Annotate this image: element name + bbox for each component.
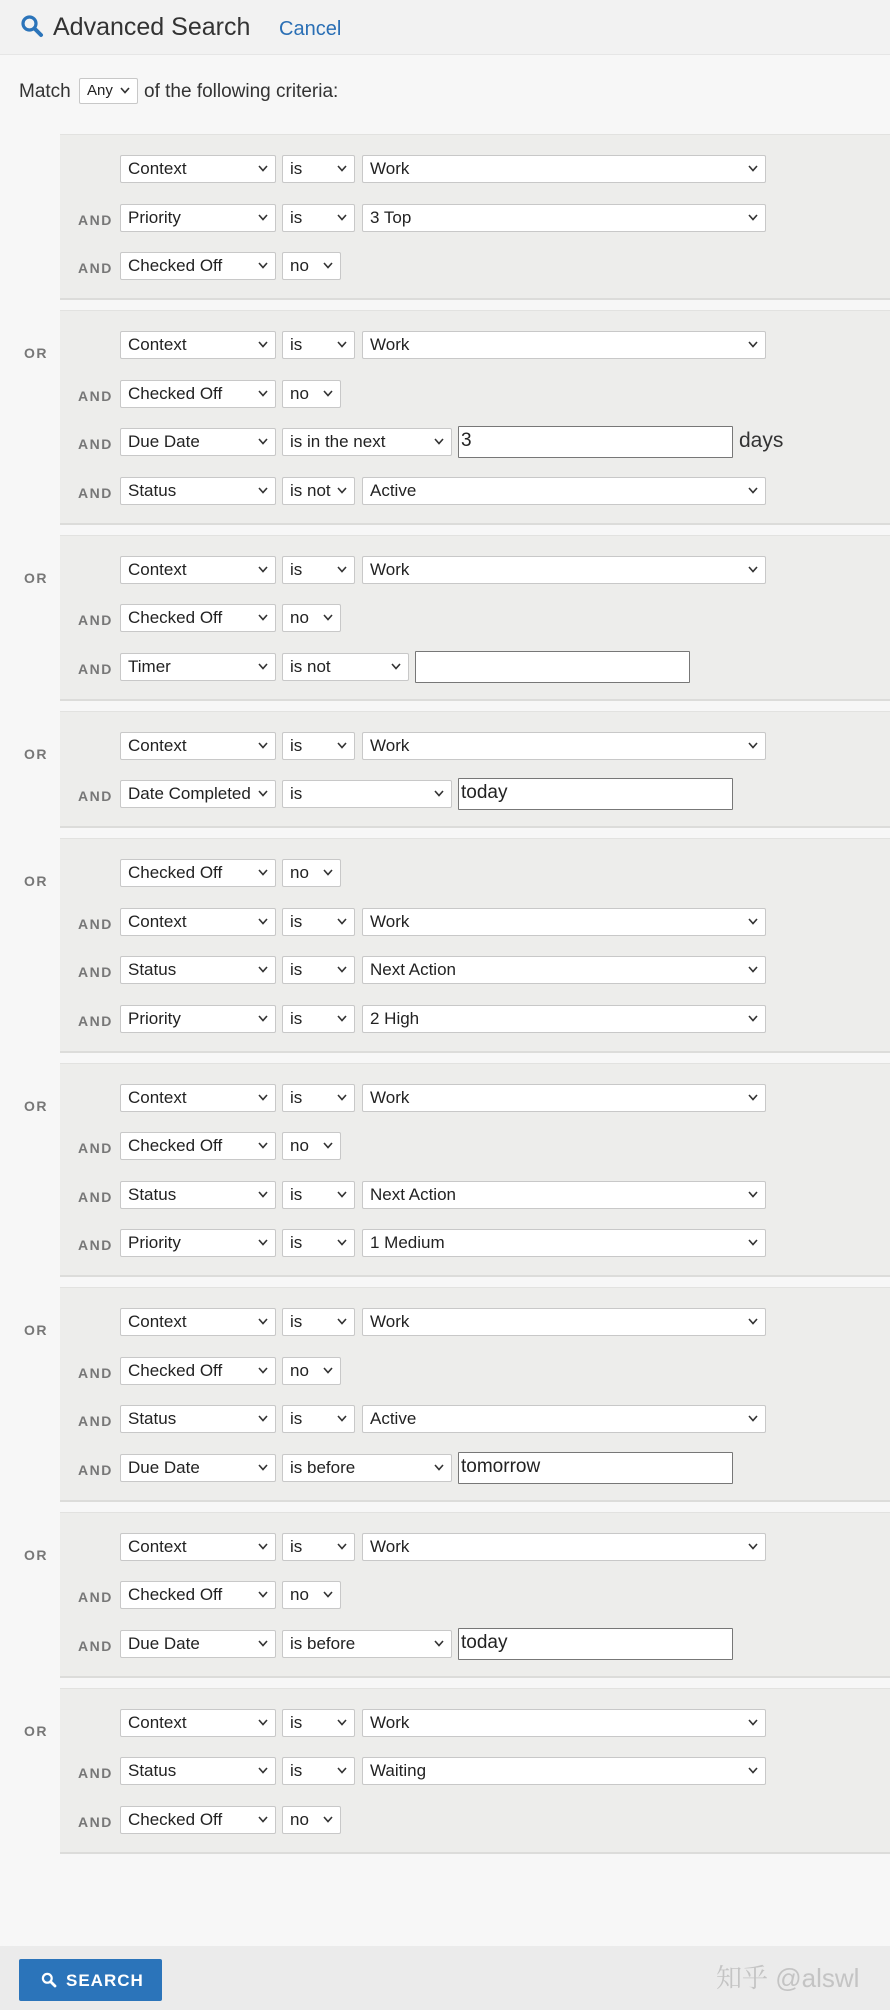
operator-select-value: is	[290, 1712, 303, 1732]
operator-select[interactable]	[282, 1308, 355, 1336]
operator-select[interactable]	[282, 908, 355, 936]
value-select[interactable]	[362, 477, 766, 505]
chevron-down-icon	[748, 1015, 758, 1022]
chevron-down-icon	[258, 790, 268, 797]
search-button[interactable]	[19, 1959, 162, 2001]
field-select[interactable]	[120, 380, 276, 408]
chevron-down-icon	[323, 1367, 333, 1374]
operator-select-value: is	[290, 559, 303, 579]
chevron-down-icon	[323, 1816, 333, 1823]
field-select-value: Context	[128, 335, 187, 354]
operator-select[interactable]	[282, 380, 341, 408]
value-select[interactable]	[362, 732, 766, 760]
field-select[interactable]	[120, 1308, 276, 1336]
field-select[interactable]	[120, 1581, 276, 1609]
field-select[interactable]	[120, 1454, 276, 1482]
chevron-down-icon	[337, 566, 347, 573]
field-select-value: Context	[128, 911, 187, 931]
and-connector: AND	[78, 1237, 113, 1253]
field-select[interactable]	[120, 1806, 276, 1834]
field-select-value: Priority	[128, 1233, 181, 1252]
chevron-down-icon	[258, 1543, 268, 1550]
chevron-down-icon	[323, 1591, 333, 1598]
chevron-down-icon	[748, 1543, 758, 1550]
value-select-value: Work	[370, 1087, 410, 1107]
field-select-value: Checked Off	[128, 383, 223, 403]
chevron-down-icon	[748, 1094, 758, 1101]
value-select-value: Work	[370, 159, 410, 178]
chevron-down-icon	[258, 1816, 268, 1823]
value-input[interactable]	[415, 651, 690, 683]
value-input[interactable]: today	[458, 1628, 733, 1660]
match-suffix: of the following criteria:	[144, 81, 339, 102]
operator-select[interactable]	[282, 1533, 355, 1561]
chevron-down-icon	[323, 390, 333, 397]
chevron-down-icon	[337, 341, 347, 348]
chevron-down-icon	[258, 1415, 268, 1422]
operator-select[interactable]	[282, 1709, 355, 1737]
chevron-down-icon	[337, 918, 347, 925]
chevron-down-icon	[258, 1767, 268, 1774]
chevron-down-icon	[748, 1415, 758, 1422]
operator-select-value: is	[290, 1233, 303, 1252]
or-connector: OR	[24, 745, 48, 762]
value-select[interactable]	[362, 1757, 766, 1785]
chevron-down-icon	[337, 487, 347, 494]
chevron-down-icon	[323, 1142, 333, 1149]
chevron-down-icon	[748, 341, 758, 348]
operator-select-value: is	[290, 911, 303, 931]
chevron-down-icon	[258, 487, 268, 494]
field-select[interactable]	[120, 1630, 276, 1658]
chevron-down-icon	[258, 1191, 268, 1198]
chevron-down-icon	[337, 1415, 347, 1422]
field-select-value: Timer	[128, 656, 171, 676]
field-select-value: Due Date	[128, 1633, 200, 1653]
value-select-value: 1 Medium	[370, 1233, 445, 1252]
operator-select-value: is	[290, 1087, 303, 1107]
field-select[interactable]	[120, 155, 276, 183]
field-select-value: Context	[128, 1312, 187, 1331]
and-connector: AND	[78, 387, 113, 404]
chevron-down-icon	[258, 869, 268, 876]
operator-select-value: no	[290, 1809, 309, 1829]
chevron-down-icon	[337, 1543, 347, 1550]
operator-select[interactable]	[282, 1229, 355, 1257]
search-button-label: SEARCH	[66, 1971, 144, 1990]
field-select-value: Due Date	[128, 1457, 200, 1477]
operator-select[interactable]	[282, 331, 355, 359]
operator-select-value: is	[290, 735, 303, 755]
or-connector: OR	[24, 1546, 48, 1563]
chevron-down-icon	[748, 566, 758, 573]
field-select[interactable]	[120, 1181, 276, 1209]
field-select[interactable]	[120, 859, 276, 887]
field-select-value: Priority	[128, 1008, 181, 1028]
operator-select-value: is	[290, 1761, 303, 1780]
value-select-value: Work	[370, 335, 410, 354]
chevron-down-icon	[258, 438, 268, 445]
and-connector: AND	[78, 436, 113, 452]
operator-select[interactable]	[282, 204, 355, 232]
value-select-value: 3 Top	[370, 207, 412, 227]
operator-select[interactable]	[282, 1181, 355, 1209]
chevron-down-icon	[258, 1239, 268, 1246]
field-select-value: Context	[128, 1087, 187, 1107]
and-connector: AND	[78, 1637, 113, 1654]
chevron-down-icon	[337, 1767, 347, 1774]
operator-select-value: is	[290, 1409, 303, 1428]
chevron-down-icon	[337, 1239, 347, 1246]
chevron-down-icon	[258, 663, 268, 670]
and-connector: AND	[78, 915, 113, 932]
and-connector: AND	[78, 211, 113, 228]
search-icon	[20, 14, 44, 38]
and-connector: AND	[78, 964, 113, 980]
operator-select-value: is in the next	[290, 432, 386, 451]
chevron-down-icon	[258, 1640, 268, 1647]
value-select[interactable]	[362, 1181, 766, 1209]
field-select-value: Date Completed	[128, 784, 251, 803]
value-select-value: Work	[370, 911, 410, 931]
field-select[interactable]	[120, 732, 276, 760]
criteria-group	[60, 711, 890, 829]
and-connector: AND	[78, 1140, 113, 1156]
field-select-value: Checked Off	[128, 608, 223, 627]
chevron-down-icon	[258, 1719, 268, 1726]
chevron-down-icon	[434, 1640, 444, 1647]
value-select-value: 2 High	[370, 1008, 420, 1028]
field-select[interactable]	[120, 1357, 276, 1385]
operator-select[interactable]	[282, 1757, 355, 1785]
value-suffix: days	[739, 429, 784, 452]
value-select[interactable]	[362, 1533, 766, 1561]
chevron-down-icon	[323, 614, 333, 621]
field-select[interactable]	[120, 1709, 276, 1737]
chevron-down-icon	[258, 341, 268, 348]
field-select[interactable]	[120, 653, 276, 681]
field-select[interactable]	[120, 204, 276, 232]
value-select-value: Work	[370, 735, 410, 755]
field-select-value: Checked Off	[128, 1360, 223, 1380]
chevron-down-icon	[337, 742, 347, 749]
field-select[interactable]	[120, 1757, 276, 1785]
chevron-down-icon	[323, 262, 333, 269]
operator-select-value: is before	[290, 1633, 356, 1653]
operator-select-value: no	[290, 1136, 309, 1155]
operator-select-value: is	[290, 159, 303, 178]
cancel-link[interactable]: Cancel	[279, 18, 342, 40]
page-title: Advanced Search	[53, 13, 251, 41]
field-select[interactable]	[120, 331, 276, 359]
chevron-down-icon	[258, 1015, 268, 1022]
search-icon	[41, 1972, 57, 1988]
and-connector: AND	[78, 1589, 113, 1605]
chevron-down-icon	[258, 165, 268, 172]
field-select[interactable]	[120, 1084, 276, 1112]
and-connector: AND	[78, 1813, 113, 1830]
field-select-value: Priority	[128, 207, 181, 227]
operator-select-value: no	[290, 256, 309, 275]
match-mode-value: Any	[87, 82, 113, 99]
chevron-down-icon	[434, 790, 444, 797]
chevron-down-icon	[258, 1591, 268, 1598]
chevron-down-icon	[258, 566, 268, 573]
operator-select-value: no	[290, 1585, 309, 1604]
operator-select-value: is	[290, 1008, 303, 1028]
operator-select[interactable]	[282, 1132, 341, 1160]
chevron-down-icon	[258, 1318, 268, 1325]
chevron-down-icon	[258, 966, 268, 973]
chevron-down-icon	[434, 1464, 444, 1471]
value-select[interactable]	[362, 1005, 766, 1033]
value-select-value: Work	[370, 1536, 410, 1556]
field-select[interactable]	[120, 1005, 276, 1033]
chevron-down-icon	[258, 614, 268, 621]
chevron-down-icon	[748, 1767, 758, 1774]
operator-select-value: no	[290, 383, 309, 403]
field-select-value: Checked Off	[128, 1809, 223, 1829]
or-connector: OR	[24, 1722, 48, 1739]
field-select-value: Status	[128, 1409, 177, 1428]
operator-select-value: is	[290, 335, 303, 354]
and-connector: AND	[78, 1461, 113, 1478]
chevron-down-icon	[337, 1191, 347, 1198]
operator-select-value: no	[290, 608, 309, 627]
value-select-value: Work	[370, 1312, 410, 1331]
and-connector: AND	[78, 1765, 113, 1781]
chevron-down-icon	[337, 966, 347, 973]
chevron-down-icon	[258, 1094, 268, 1101]
chevron-down-icon	[258, 1142, 268, 1149]
chevron-down-icon	[258, 262, 268, 269]
chevron-down-icon	[337, 1318, 347, 1325]
chevron-down-icon	[748, 742, 758, 749]
or-connector: OR	[24, 569, 48, 586]
operator-select-value: is not	[290, 480, 331, 500]
operator-select[interactable]	[282, 1630, 452, 1658]
operator-select[interactable]	[282, 859, 341, 887]
chevron-down-icon	[337, 1719, 347, 1726]
chevron-down-icon	[258, 1367, 268, 1374]
operator-select[interactable]	[282, 556, 355, 584]
operator-select[interactable]	[282, 732, 355, 760]
operator-select[interactable]	[282, 1084, 355, 1112]
chevron-down-icon	[337, 214, 347, 221]
field-select[interactable]	[120, 1229, 276, 1257]
value-select[interactable]	[362, 1709, 766, 1737]
field-select[interactable]	[120, 1533, 276, 1561]
field-select-value: Context	[128, 1712, 187, 1732]
chevron-down-icon	[391, 663, 401, 670]
value-select[interactable]	[362, 204, 766, 232]
and-connector: AND	[78, 260, 113, 276]
and-connector: AND	[78, 1413, 113, 1429]
value-input[interactable]: 3	[458, 426, 733, 458]
value-select-value: Active	[370, 1409, 417, 1428]
field-select[interactable]	[120, 252, 276, 280]
operator-select[interactable]	[282, 477, 355, 505]
field-select[interactable]	[120, 956, 276, 984]
chevron-down-icon	[748, 487, 758, 494]
operator-select-value: is	[290, 1184, 303, 1204]
field-select[interactable]	[120, 1132, 276, 1160]
value-select-value: Active	[370, 480, 417, 500]
value-select[interactable]	[362, 556, 766, 584]
field-select-value: Context	[128, 1536, 187, 1556]
chevron-down-icon	[258, 1464, 268, 1471]
value-select[interactable]	[362, 1084, 766, 1112]
chevron-down-icon	[258, 918, 268, 925]
chevron-down-icon	[748, 1318, 758, 1325]
operator-select[interactable]	[282, 1405, 355, 1433]
chevron-down-icon	[748, 214, 758, 221]
field-select[interactable]	[120, 604, 276, 632]
and-connector: AND	[78, 484, 113, 501]
chevron-down-icon	[337, 165, 347, 172]
operator-select[interactable]	[282, 780, 452, 808]
value-select[interactable]	[362, 155, 766, 183]
operator-select-value: is	[290, 960, 303, 979]
value-select[interactable]	[362, 956, 766, 984]
field-select-value: Status	[128, 1761, 177, 1780]
chevron-down-icon	[748, 918, 758, 925]
and-connector: AND	[78, 1012, 113, 1029]
and-connector: AND	[78, 1188, 113, 1205]
field-select-value: Context	[128, 735, 187, 755]
operator-select[interactable]	[282, 604, 341, 632]
field-select-value: Due Date	[128, 432, 200, 451]
chevron-down-icon	[323, 869, 333, 876]
field-select-value: Status	[128, 1184, 177, 1204]
operator-select[interactable]	[282, 956, 355, 984]
operator-select-value: is	[290, 207, 303, 227]
operator-select[interactable]	[282, 252, 341, 280]
field-select-value: Checked Off	[128, 256, 223, 275]
field-select-value: Context	[128, 559, 187, 579]
value-select-value: Waiting	[370, 1761, 427, 1780]
operator-select-value: is	[290, 784, 303, 803]
operator-select[interactable]	[282, 155, 355, 183]
or-connector: OR	[24, 1097, 48, 1114]
or-connector: OR	[24, 1322, 48, 1338]
header-bar	[0, 0, 890, 55]
or-connector: OR	[24, 873, 48, 889]
operator-select[interactable]	[282, 1005, 355, 1033]
field-select-value: Status	[128, 480, 177, 500]
operator-select[interactable]	[282, 653, 409, 681]
field-select[interactable]	[120, 908, 276, 936]
chevron-down-icon	[748, 1191, 758, 1198]
value-select[interactable]	[362, 1405, 766, 1433]
value-select[interactable]	[362, 1308, 766, 1336]
and-connector: AND	[78, 612, 113, 628]
value-select[interactable]	[362, 1229, 766, 1257]
chevron-down-icon	[120, 87, 130, 94]
chevron-down-icon	[258, 390, 268, 397]
field-select[interactable]	[120, 556, 276, 584]
chevron-down-icon	[748, 1719, 758, 1726]
chevron-down-icon	[748, 1239, 758, 1246]
chevron-down-icon	[434, 438, 444, 445]
field-select[interactable]	[120, 780, 276, 808]
and-connector: AND	[78, 1364, 113, 1381]
field-select-value: Checked Off	[128, 863, 223, 882]
chevron-down-icon	[748, 966, 758, 973]
field-select-value: Context	[128, 159, 187, 178]
chevron-down-icon	[258, 214, 268, 221]
field-select-value: Checked Off	[128, 1585, 223, 1604]
chevron-down-icon	[337, 1094, 347, 1101]
value-select-value: Next Action	[370, 1184, 456, 1204]
field-select[interactable]	[120, 428, 276, 456]
match-mode-select[interactable]	[79, 78, 138, 104]
value-select-value: Work	[370, 559, 410, 579]
operator-select-value: is before	[290, 1457, 356, 1477]
or-connector: OR	[24, 345, 48, 361]
watermark: 知乎 @alswl	[716, 1963, 860, 1993]
chevron-down-icon	[748, 165, 758, 172]
operator-select[interactable]	[282, 1806, 341, 1834]
operator-select-value: no	[290, 1360, 309, 1380]
value-select-value: Work	[370, 1712, 410, 1732]
field-select-value: Status	[128, 960, 177, 979]
match-prefix: Match	[19, 81, 71, 102]
field-select[interactable]	[120, 477, 276, 505]
value-input[interactable]: tomorrow	[458, 1452, 733, 1484]
operator-select-value: is not	[290, 656, 331, 676]
field-select-value: Checked Off	[128, 1136, 223, 1155]
chevron-down-icon	[258, 742, 268, 749]
value-input[interactable]: today	[458, 778, 733, 810]
and-connector: AND	[78, 788, 113, 804]
value-select[interactable]	[362, 908, 766, 936]
operator-select-value: is	[290, 1536, 303, 1556]
operator-select[interactable]	[282, 428, 452, 456]
operator-select[interactable]	[282, 1357, 341, 1385]
value-select-value: Next Action	[370, 960, 456, 979]
chevron-down-icon	[337, 1015, 347, 1022]
operator-select-value: no	[290, 863, 309, 882]
operator-select[interactable]	[282, 1581, 341, 1609]
field-select[interactable]	[120, 1405, 276, 1433]
and-connector: AND	[78, 660, 113, 677]
value-select[interactable]	[362, 331, 766, 359]
operator-select[interactable]	[282, 1454, 452, 1482]
operator-select-value: is	[290, 1312, 303, 1331]
